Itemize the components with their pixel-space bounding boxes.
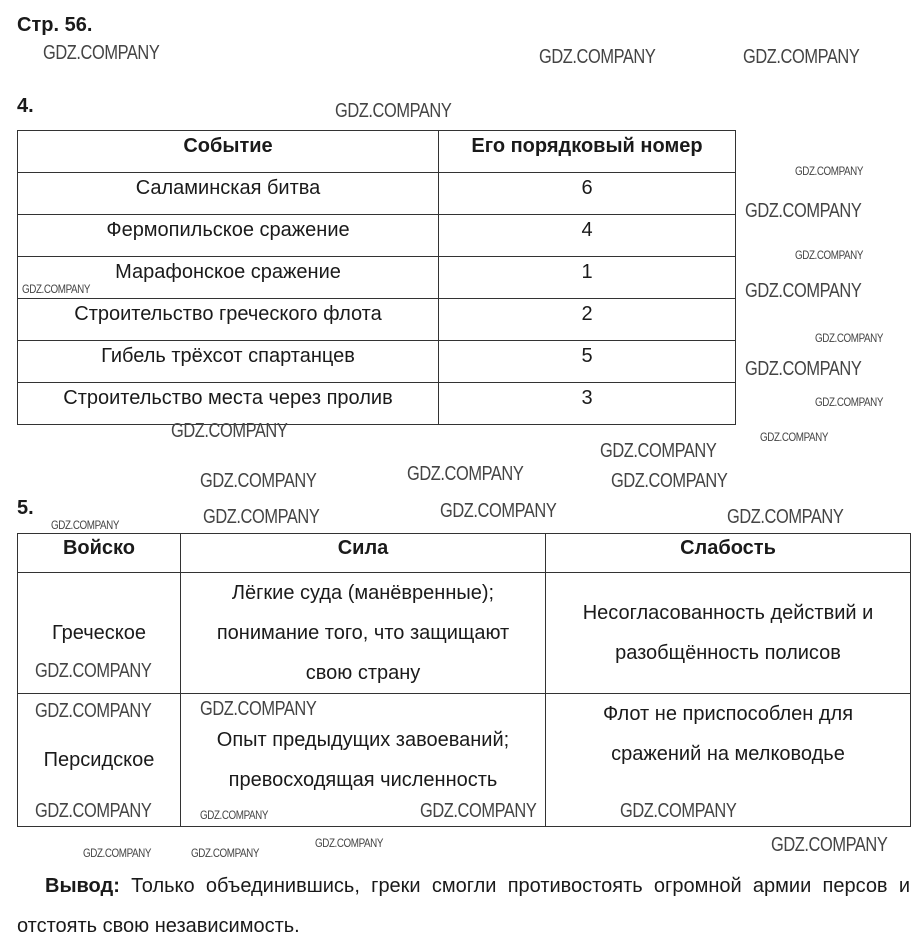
task-5-number: 5. — [17, 497, 34, 519]
event-cell: Фермопильское сражение — [18, 215, 439, 257]
watermark: GDZ.COMPANY — [200, 698, 317, 720]
table-row — [18, 341, 736, 383]
column-header-event: Событие — [18, 131, 439, 173]
table-row — [18, 215, 736, 257]
table-header — [18, 131, 736, 173]
watermark: GDZ.COMPANY — [171, 420, 288, 442]
watermark: GDZ.COMPANY — [760, 430, 829, 444]
watermark: GDZ.COMPANY — [200, 470, 317, 492]
weakness-cell: Несогласованность действий и разобщённость полисов — [546, 573, 911, 694]
watermark: GDZ.COMPANY — [335, 100, 452, 122]
weakness-cell: Флот не приспособлен для сражений на мелководье — [546, 694, 911, 827]
order-cell: 2 — [439, 299, 736, 341]
watermark: GDZ.COMPANY — [43, 42, 160, 64]
watermark: GDZ.COMPANY — [191, 846, 260, 860]
watermark: GDZ.COMPANY — [440, 500, 557, 522]
strength-cell: Опыт предыдущих завоеваний; превосходящая численность — [181, 694, 546, 827]
table-row — [18, 299, 736, 341]
column-header-army: Войско — [18, 534, 181, 573]
order-cell: 4 — [439, 215, 736, 257]
order-cell: 1 — [439, 257, 736, 299]
watermark: GDZ.COMPANY — [51, 518, 120, 532]
table-header — [18, 534, 911, 573]
page-title: Стр. 56. — [17, 14, 93, 36]
watermark: GDZ.COMPANY — [743, 46, 860, 68]
watermark: GDZ.COMPANY — [539, 46, 656, 68]
watermark: GDZ.COMPANY — [771, 834, 888, 856]
watermark: GDZ.COMPANY — [611, 470, 728, 492]
watermark: GDZ.COMPANY — [407, 463, 524, 485]
watermark: GDZ.COMPANY — [745, 200, 862, 222]
column-header-strength: Сила — [181, 534, 546, 573]
event-cell: Марафонское сражение — [18, 257, 439, 299]
watermark: GDZ.COMPANY — [795, 164, 864, 178]
order-cell: 3 — [439, 383, 736, 425]
column-header-order: Его порядковый номер — [439, 131, 736, 173]
watermark: GDZ.COMPANY — [745, 358, 862, 380]
table-row — [18, 383, 736, 425]
watermark: GDZ.COMPANY — [35, 800, 152, 822]
conclusion-text: Только объединившись, греки смогли противостоять огромной армии персов и отстоять свою независимость. — [17, 875, 910, 937]
watermark: GDZ.COMPANY — [22, 282, 91, 296]
watermark: GDZ.COMPANY — [600, 440, 717, 462]
watermark: GDZ.COMPANY — [815, 395, 884, 409]
table-row — [18, 257, 736, 299]
watermark: GDZ.COMPANY — [420, 800, 537, 822]
watermark: GDZ.COMPANY — [203, 506, 320, 528]
watermark: GDZ.COMPANY — [795, 248, 864, 262]
event-cell: Строительство греческого флота — [18, 299, 439, 341]
conclusion — [17, 866, 910, 946]
watermark: GDZ.COMPANY — [200, 808, 269, 822]
events-table — [17, 130, 736, 425]
watermark: GDZ.COMPANY — [83, 846, 152, 860]
strength-cell: Лёгкие суда (манёвренные); понимание того, что защищают свою страну — [181, 573, 546, 694]
watermark: GDZ.COMPANY — [35, 660, 152, 682]
watermark: GDZ.COMPANY — [745, 280, 862, 302]
task-4-number: 4. — [17, 95, 34, 117]
column-header-weakness: Слабость — [546, 534, 911, 573]
event-cell: Гибель трёхсот спартанцев — [18, 341, 439, 383]
watermark: GDZ.COMPANY — [315, 836, 384, 850]
army-cell: Греческое — [18, 573, 181, 694]
army-cell: Персидское — [18, 694, 181, 827]
event-cell: Саламинская битва — [18, 173, 439, 215]
watermark: GDZ.COMPANY — [727, 506, 844, 528]
watermark: GDZ.COMPANY — [35, 700, 152, 722]
watermark: GDZ.COMPANY — [815, 331, 884, 345]
event-cell: Строительство места через пролив — [18, 383, 439, 425]
watermark: GDZ.COMPANY — [620, 800, 737, 822]
order-cell: 5 — [439, 341, 736, 383]
conclusion-label: Вывод: — [45, 875, 120, 897]
order-cell: 6 — [439, 173, 736, 215]
table-row — [18, 173, 736, 215]
